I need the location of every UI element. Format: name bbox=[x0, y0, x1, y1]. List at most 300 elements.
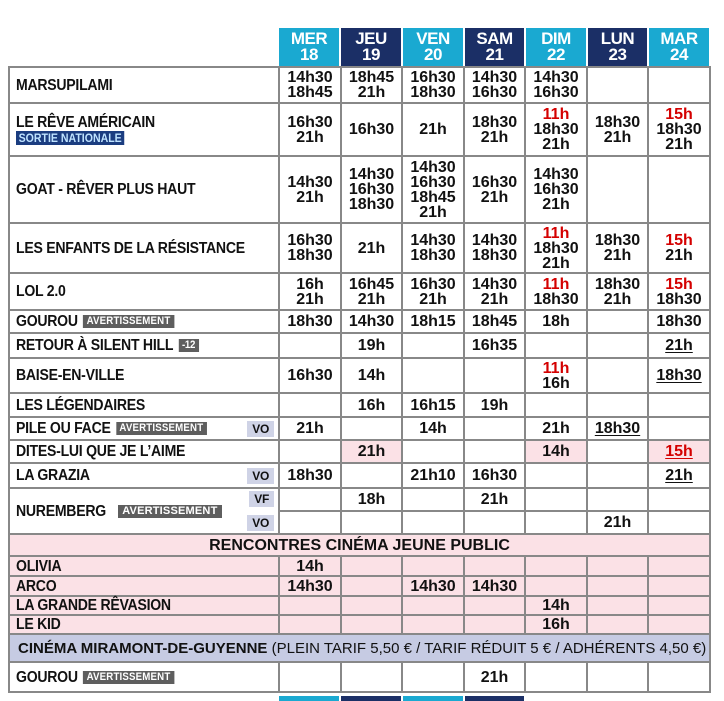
showtime[interactable]: 18h30 bbox=[656, 121, 702, 138]
film-row bbox=[9, 615, 710, 634]
day-header-sam bbox=[465, 28, 524, 66]
showtime[interactable]: 16h30 bbox=[471, 467, 518, 484]
showtime[interactable]: 18h30 bbox=[348, 196, 395, 213]
showtime-cell bbox=[464, 511, 525, 534]
showtime[interactable]: 21h bbox=[665, 247, 693, 264]
film-row bbox=[9, 662, 710, 692]
showtime[interactable]: 11h bbox=[542, 359, 570, 377]
day-header-lun bbox=[588, 28, 647, 66]
showtime[interactable]: 21h bbox=[480, 290, 509, 308]
showtime-cell bbox=[525, 67, 587, 103]
film-row bbox=[9, 488, 710, 511]
showtime[interactable]: 21h10 bbox=[410, 467, 456, 484]
showtime-cell bbox=[525, 156, 587, 223]
film-title-cell bbox=[9, 615, 279, 634]
showtime-cell bbox=[525, 488, 587, 511]
day-number: 23 bbox=[608, 45, 627, 64]
showtime-cell bbox=[464, 576, 525, 596]
film-row bbox=[9, 440, 710, 463]
showtime[interactable]: 16h30 bbox=[533, 181, 579, 198]
showtime-cell bbox=[402, 333, 464, 358]
showtime-cell bbox=[402, 417, 464, 440]
showtime-cell bbox=[525, 393, 587, 417]
showtime[interactable]: 16h45 bbox=[348, 275, 395, 293]
showtime-cell bbox=[341, 662, 402, 692]
showtime-cell bbox=[525, 358, 587, 393]
showtime-cell bbox=[402, 488, 464, 511]
showtime[interactable]: 14h bbox=[357, 367, 386, 384]
film-row bbox=[9, 156, 710, 223]
showtime-cell bbox=[341, 393, 402, 417]
showtime-cell bbox=[464, 67, 525, 103]
showtime[interactable]: 18h30 bbox=[594, 232, 641, 249]
showtime[interactable]: 19h bbox=[357, 337, 386, 354]
showtime[interactable]: 14h30 bbox=[533, 69, 579, 86]
showtime-cell bbox=[525, 310, 587, 333]
showtime-cell bbox=[402, 576, 464, 596]
film-title: LE RÊVE AMÉRICAIN SORTIE NATIONALE bbox=[16, 113, 155, 145]
showtime[interactable]: 21h bbox=[665, 136, 693, 153]
showtime-cell bbox=[402, 310, 464, 333]
showtime[interactable]: 14h30 bbox=[287, 173, 333, 191]
showtime-cell bbox=[279, 615, 341, 634]
showtime[interactable]: 18h30 bbox=[287, 467, 333, 484]
showtime[interactable]: 21h bbox=[357, 239, 386, 257]
decorative-strip bbox=[403, 696, 463, 701]
showtime-cell bbox=[464, 393, 525, 417]
film-row bbox=[9, 310, 710, 333]
day-header-mar bbox=[649, 28, 709, 66]
showtime-cell bbox=[464, 488, 525, 511]
showtime[interactable]: 16h35 bbox=[471, 337, 518, 354]
showtime[interactable]: 16h bbox=[542, 374, 570, 392]
showtime-cell bbox=[279, 417, 341, 440]
showtime[interactable]: 21h bbox=[665, 337, 693, 354]
showtime[interactable]: 18h30 bbox=[471, 247, 518, 264]
showtime-cell bbox=[402, 393, 464, 417]
showtime-cell bbox=[279, 576, 341, 596]
showtime[interactable]: 21h bbox=[603, 514, 632, 531]
day-name: MAR bbox=[660, 29, 698, 48]
showtime-cell bbox=[648, 67, 710, 103]
showtime-cell bbox=[648, 358, 710, 393]
showtime-cell bbox=[648, 615, 710, 634]
showtime[interactable]: 16h30 bbox=[287, 113, 333, 131]
release-badge: SORTIE NATIONALE bbox=[16, 131, 124, 145]
showtime[interactable]: 21h bbox=[603, 247, 632, 264]
film-title: LA GRAZIA bbox=[16, 466, 90, 484]
showtime[interactable]: 21h bbox=[665, 467, 693, 484]
film-title-cell bbox=[9, 488, 279, 534]
showtime[interactable]: 16h30 bbox=[348, 121, 395, 138]
showtime-cell bbox=[525, 103, 587, 156]
language-badge: VO bbox=[247, 421, 274, 437]
showtime-cell bbox=[402, 103, 464, 156]
showtime[interactable]: 21h bbox=[357, 290, 386, 308]
showtime[interactable]: 18h bbox=[357, 491, 386, 508]
cinema-name: CINÉMA MIRAMONT-DE-GUYENNE bbox=[18, 639, 268, 657]
language-badge-vf: VF bbox=[249, 491, 274, 507]
showtime[interactable]: 21h bbox=[480, 668, 509, 686]
showtime[interactable]: 18h45 bbox=[410, 188, 456, 206]
decorative-strip bbox=[465, 696, 524, 701]
showtime[interactable]: 18h30 bbox=[533, 121, 579, 138]
showtime[interactable]: 16h15 bbox=[410, 396, 456, 414]
showtime[interactable]: 18h45 bbox=[348, 69, 395, 86]
showtime[interactable]: 14h bbox=[419, 420, 447, 437]
showtime[interactable]: 16h30 bbox=[287, 367, 333, 384]
cinema-prices: (PLEIN TARIF 5,50 € / TARIF RÉDUIT 5 € / ADHÉRENTS 4,50 €) bbox=[271, 639, 707, 657]
showtime[interactable]: 16h30 bbox=[287, 232, 333, 249]
film-title: LE KID bbox=[16, 616, 61, 633]
showtime-cell bbox=[464, 333, 525, 358]
showtime-cell bbox=[341, 310, 402, 333]
film-title-cell bbox=[9, 393, 279, 417]
showtime-cell bbox=[402, 223, 464, 273]
showtime[interactable]: 16h30 bbox=[410, 275, 456, 293]
showtime-cell bbox=[648, 103, 710, 156]
showtime[interactable]: 16h30 bbox=[410, 173, 456, 191]
showtime[interactable]: 18h30 bbox=[656, 313, 702, 330]
showtime[interactable]: 14h30 bbox=[348, 313, 395, 330]
section-header-row bbox=[9, 534, 710, 556]
showtime[interactable]: 14h30 bbox=[287, 69, 333, 86]
film-title: MARSUPILAMI bbox=[16, 76, 113, 94]
film-title-cell bbox=[9, 358, 279, 393]
showtime-cell bbox=[279, 488, 341, 511]
showtime[interactable]: 18h15 bbox=[410, 313, 456, 330]
schedule-table bbox=[8, 66, 711, 693]
film-title-cell bbox=[9, 333, 279, 358]
decorative-strip bbox=[279, 696, 339, 701]
showtime-cell bbox=[341, 556, 402, 576]
showtime-cell bbox=[402, 662, 464, 692]
showtime[interactable]: 21h bbox=[296, 420, 324, 437]
showtime[interactable]: 16h bbox=[296, 275, 324, 293]
showtime[interactable]: 14h30 bbox=[471, 275, 518, 293]
showtime[interactable]: 21h bbox=[542, 136, 570, 153]
showtime-cell bbox=[648, 463, 710, 488]
film-row bbox=[9, 463, 710, 488]
showtime[interactable]: 21h bbox=[603, 290, 632, 308]
showtime[interactable]: 21h bbox=[542, 196, 570, 213]
film-title: BAISE-EN-VILLE bbox=[16, 367, 125, 384]
showtime-cell bbox=[587, 223, 648, 273]
showtime-cell bbox=[587, 576, 648, 596]
showtime[interactable]: 18h45 bbox=[471, 313, 518, 330]
showtime[interactable]: 21h bbox=[542, 254, 570, 272]
showtime-cell bbox=[587, 156, 648, 223]
film-title: NUREMBERG bbox=[16, 502, 106, 520]
showtime-cell bbox=[341, 67, 402, 103]
showtime-cell bbox=[648, 556, 710, 576]
showtime[interactable]: 15h bbox=[665, 232, 693, 249]
film-title-cell bbox=[9, 417, 279, 440]
showtime[interactable]: 18h30 bbox=[410, 247, 456, 264]
showtime[interactable]: 14h30 bbox=[287, 577, 333, 595]
showtime[interactable]: 15h bbox=[665, 106, 693, 123]
day-header-jeu bbox=[341, 28, 401, 66]
showtime-cell bbox=[587, 67, 648, 103]
showtime-cell bbox=[402, 67, 464, 103]
showtime[interactable]: 18h30 bbox=[533, 290, 579, 308]
showtime[interactable]: 11h bbox=[542, 106, 570, 123]
showtime[interactable]: 11h bbox=[542, 275, 570, 293]
showtime[interactable]: 21h bbox=[357, 443, 386, 460]
film-title-cell bbox=[9, 67, 279, 103]
showtime-cell bbox=[464, 156, 525, 223]
day-name: SAM bbox=[476, 29, 513, 48]
showtime-cell bbox=[648, 440, 710, 463]
showtime[interactable]: 21h bbox=[542, 420, 570, 437]
showtime[interactable]: 15h bbox=[665, 275, 693, 293]
showtime[interactable]: 14h bbox=[296, 557, 324, 575]
film-row bbox=[9, 333, 710, 358]
film-title: GOAT - RÊVER PLUS HAUT bbox=[16, 181, 196, 198]
showtime-cell bbox=[587, 440, 648, 463]
showtime-cell bbox=[279, 662, 341, 692]
film-title: PILE OU FACE AVERTISSEMENT bbox=[16, 421, 207, 436]
showtime[interactable]: 15h bbox=[665, 443, 693, 460]
warning-badge: AVERTISSEMENT bbox=[118, 505, 221, 518]
showtime-cell bbox=[464, 662, 525, 692]
day-name: VEN bbox=[416, 29, 450, 48]
warning-badge: AVERTISSEMENT bbox=[83, 315, 174, 328]
showtime[interactable]: 21h bbox=[480, 128, 509, 146]
showtime-cell bbox=[279, 358, 341, 393]
showtime[interactable]: 14h bbox=[542, 443, 570, 460]
film-title-cell bbox=[9, 440, 279, 463]
showtime-cell bbox=[525, 615, 587, 634]
showtime[interactable]: 21h bbox=[419, 121, 447, 138]
showtime[interactable]: 21h bbox=[480, 188, 509, 206]
film-title-cell bbox=[9, 556, 279, 576]
film-title-cell bbox=[9, 310, 279, 333]
showtime[interactable]: 21h bbox=[419, 290, 447, 308]
showtime-cell bbox=[279, 463, 341, 488]
showtime-cell bbox=[341, 417, 402, 440]
showtime-cell bbox=[402, 596, 464, 615]
showtime-cell bbox=[341, 463, 402, 488]
showtime-cell bbox=[648, 223, 710, 273]
film-title-cell bbox=[9, 596, 279, 615]
film-title-cell bbox=[9, 463, 279, 488]
showtime-cell bbox=[587, 511, 648, 534]
warning-badge: AVERTISSEMENT bbox=[83, 671, 174, 684]
showtime[interactable]: 14h30 bbox=[471, 69, 518, 86]
showtime-cell bbox=[341, 511, 402, 534]
showtime[interactable]: 14h30 bbox=[410, 232, 456, 249]
showtime-cell bbox=[341, 358, 402, 393]
showtime-cell bbox=[279, 223, 341, 273]
showtime-cell bbox=[648, 488, 710, 511]
showtime[interactable]: 18h45 bbox=[287, 84, 333, 101]
film-row bbox=[9, 273, 710, 310]
showtime-cell bbox=[464, 596, 525, 615]
showtime-cell bbox=[525, 662, 587, 692]
film-row bbox=[9, 576, 710, 596]
showtime-cell bbox=[525, 440, 587, 463]
film-title: OLIVIA bbox=[16, 557, 62, 575]
film-title: LA GRANDE RÊVASION bbox=[16, 597, 171, 614]
day-number: 21 bbox=[485, 45, 504, 64]
section-title: RENCONTRES CINÉMA JEUNE PUBLIC bbox=[9, 534, 710, 556]
showtime[interactable]: 21h bbox=[296, 290, 324, 308]
day-number: 22 bbox=[547, 45, 565, 64]
showtime[interactable]: 18h30 bbox=[410, 84, 456, 101]
showtime[interactable]: 16h bbox=[542, 616, 570, 633]
showtime[interactable]: 21h bbox=[603, 128, 632, 146]
day-number: 19 bbox=[362, 45, 380, 64]
showtime[interactable]: 18h30 bbox=[656, 290, 702, 308]
showtime-cell bbox=[587, 358, 648, 393]
showtime-cell bbox=[464, 463, 525, 488]
showtime[interactable]: 14h30 bbox=[348, 166, 395, 183]
film-title-cell bbox=[9, 273, 279, 310]
day-number: 24 bbox=[670, 45, 688, 64]
showtime-cell bbox=[279, 156, 341, 223]
film-row bbox=[9, 223, 710, 273]
showtime[interactable]: 16h30 bbox=[471, 84, 518, 101]
showtime-cell bbox=[279, 511, 341, 534]
film-title-cell bbox=[9, 156, 279, 223]
film-title-cell bbox=[9, 662, 279, 692]
day-number: 20 bbox=[424, 45, 442, 64]
showtime[interactable]: 18h30 bbox=[533, 239, 579, 257]
showtime[interactable]: 14h30 bbox=[471, 232, 518, 249]
showtime[interactable]: 18h30 bbox=[287, 313, 333, 330]
showtime[interactable]: 21h bbox=[296, 188, 324, 206]
showtime-cell bbox=[341, 576, 402, 596]
showtime[interactable]: 21h bbox=[357, 84, 386, 101]
day-name: DIM bbox=[541, 29, 571, 48]
film-row bbox=[9, 596, 710, 615]
showtime[interactable]: 21h bbox=[419, 203, 447, 221]
showtime-cell bbox=[402, 615, 464, 634]
showtime[interactable]: 16h bbox=[357, 396, 386, 414]
showtime[interactable]: 21h bbox=[480, 491, 509, 508]
showtime-cell bbox=[464, 310, 525, 333]
showtime-cell bbox=[402, 463, 464, 488]
showtime-cell bbox=[648, 417, 710, 440]
film-title: GOUROU AVERTISSEMENT bbox=[16, 314, 174, 329]
showtime[interactable]: 16h30 bbox=[348, 181, 395, 198]
showtime-cell bbox=[587, 662, 648, 692]
day-header-ven bbox=[403, 28, 463, 66]
showtime-cell bbox=[525, 463, 587, 488]
showtime-cell bbox=[464, 223, 525, 273]
showtime-cell bbox=[402, 440, 464, 463]
cinema-band bbox=[9, 634, 710, 662]
showtime[interactable]: 19h bbox=[480, 396, 509, 414]
showtime-cell bbox=[341, 103, 402, 156]
film-title-cell bbox=[9, 103, 279, 156]
showtime-cell bbox=[464, 440, 525, 463]
showtime-cell bbox=[525, 223, 587, 273]
showtime-cell bbox=[279, 440, 341, 463]
film-title: LES LÉGENDAIRES bbox=[16, 396, 146, 414]
showtime[interactable]: 14h30 bbox=[533, 166, 579, 183]
showtime-cell bbox=[525, 273, 587, 310]
showtime[interactable]: 14h bbox=[542, 597, 570, 614]
showtime-cell bbox=[402, 556, 464, 576]
showtime-cell bbox=[587, 596, 648, 615]
showtime-cell bbox=[587, 393, 648, 417]
showtime[interactable]: 18h30 bbox=[594, 420, 641, 437]
day-header-mer bbox=[279, 28, 339, 66]
showtime-cell bbox=[279, 103, 341, 156]
day-header-dim bbox=[526, 28, 586, 66]
showtime[interactable]: 14h30 bbox=[410, 577, 456, 595]
showtime[interactable]: 16h30 bbox=[471, 173, 518, 191]
showtime[interactable]: 11h bbox=[542, 224, 570, 242]
showtime-cell bbox=[341, 615, 402, 634]
showtime-cell bbox=[525, 417, 587, 440]
showtime[interactable]: 16h30 bbox=[410, 69, 456, 86]
showtime-cell bbox=[402, 156, 464, 223]
film-row bbox=[9, 393, 710, 417]
showtime-cell bbox=[402, 511, 464, 534]
film-title: LES ENFANTS DE LA RÉSISTANCE bbox=[16, 239, 245, 257]
showtime-cell bbox=[279, 273, 341, 310]
decorative-strip bbox=[341, 696, 401, 701]
showtime-cell bbox=[464, 556, 525, 576]
film-row bbox=[9, 358, 710, 393]
showtime-cell bbox=[402, 358, 464, 393]
cinema-header-row bbox=[9, 634, 710, 662]
showtime[interactable]: 18h30 bbox=[594, 113, 641, 131]
showtime-cell bbox=[587, 273, 648, 310]
showtime-cell bbox=[587, 463, 648, 488]
showtime-cell bbox=[341, 273, 402, 310]
showtime-cell bbox=[279, 393, 341, 417]
day-name: LUN bbox=[600, 29, 635, 48]
showtime-cell bbox=[464, 273, 525, 310]
warning-badge: AVERTISSEMENT bbox=[116, 422, 207, 435]
showtime-cell bbox=[648, 156, 710, 223]
language-badge-vo: VO bbox=[247, 515, 274, 531]
showtime[interactable]: 14h30 bbox=[410, 158, 456, 176]
film-title: LOL 2.0 bbox=[16, 283, 66, 300]
showtime-cell bbox=[587, 615, 648, 634]
showtime[interactable]: 18h30 bbox=[471, 113, 518, 131]
showtime-cell bbox=[648, 596, 710, 615]
showtime[interactable]: 14h30 bbox=[471, 577, 518, 595]
film-title: DITES-LUI QUE JE L’AIME bbox=[16, 443, 186, 460]
showtime-cell bbox=[587, 417, 648, 440]
showtime[interactable]: 18h30 bbox=[656, 367, 702, 384]
showtime-cell bbox=[648, 273, 710, 310]
film-row bbox=[9, 103, 710, 156]
showtime[interactable]: 16h30 bbox=[533, 84, 579, 101]
showtime-cell bbox=[525, 556, 587, 576]
showtime-cell bbox=[341, 440, 402, 463]
day-number: 18 bbox=[300, 45, 318, 64]
showtime-cell bbox=[279, 333, 341, 358]
showtime-cell bbox=[464, 615, 525, 634]
showtime-cell bbox=[525, 596, 587, 615]
showtime[interactable]: 18h30 bbox=[594, 275, 641, 293]
showtime-cell bbox=[525, 576, 587, 596]
showtime[interactable]: 18h bbox=[542, 313, 570, 330]
showtime-cell bbox=[341, 596, 402, 615]
film-title: RETOUR À SILENT HILL -12 bbox=[16, 338, 199, 353]
showtime-cell bbox=[525, 511, 587, 534]
age-rating-badge: -12 bbox=[178, 339, 198, 352]
showtime[interactable]: 21h bbox=[296, 128, 324, 146]
film-row bbox=[9, 417, 710, 440]
showtime[interactable]: 18h30 bbox=[287, 247, 333, 264]
